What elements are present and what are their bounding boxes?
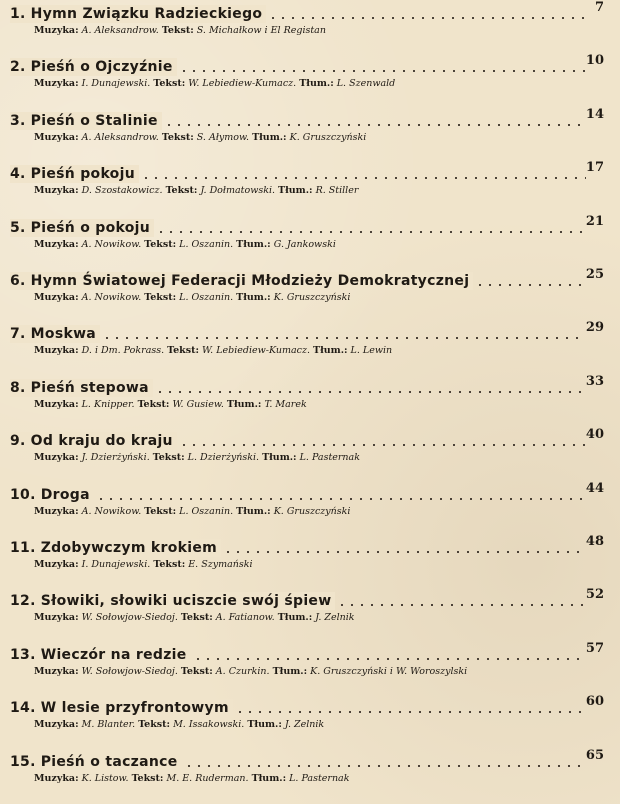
- song-credits: [34, 612, 355, 624]
- composer: K. Listow.: [81, 772, 129, 784]
- composer: D. i Dm. Pokrass.: [81, 345, 165, 357]
- composer: W. Sołowjow-Siedoj.: [81, 612, 178, 624]
- music-label: Muzyka:: [34, 772, 79, 784]
- translation-label: Tłum.:: [236, 505, 271, 517]
- song-credits: [34, 773, 349, 785]
- song-title-text: Słowiki, słowiki uciszcie swój śpiew: [40, 593, 332, 610]
- music-label: Muzyka:: [34, 452, 79, 464]
- song-title-text: Hymn Światowej Federacji Młodzieży Demokratycznej: [30, 273, 470, 289]
- music-label: Muzyka:: [34, 25, 79, 36]
- composer: A. Aleksandrow.: [81, 25, 159, 36]
- lyricist: W. Gusiew.: [172, 398, 224, 410]
- lyricist: S. Ałymow.: [196, 131, 250, 143]
- composer: A. Nowikow.: [81, 505, 142, 517]
- title-line: [10, 640, 610, 668]
- translator: L. Pasternak: [289, 772, 350, 784]
- translator: J. Zelnik: [315, 612, 355, 624]
- song-title-text: Od kraju do kraju: [30, 433, 173, 450]
- page-number: 17: [585, 160, 604, 176]
- translation-label: Tłum.:: [299, 78, 334, 90]
- lyricist: A. Czurkin.: [215, 665, 270, 677]
- music-label: Muzyka:: [34, 131, 79, 143]
- title-line: [10, 53, 610, 80]
- lyrics-label: Tekst:: [180, 612, 213, 624]
- dot-leader: [156, 231, 586, 233]
- music-label: Muzyka:: [34, 345, 79, 357]
- music-label: Muzyka:: [34, 78, 79, 90]
- song-title-text: Pieśń o Stalinie: [30, 112, 158, 129]
- page-number: 25: [585, 267, 604, 282]
- translator: G. Jankowski: [273, 238, 336, 250]
- music-label: Muzyka:: [34, 665, 79, 677]
- title-line: [10, 587, 610, 614]
- lyrics-label: Tekst:: [167, 345, 200, 357]
- page-number: 60: [585, 694, 604, 710]
- song-title-text: Pieśń stepowa: [30, 379, 149, 396]
- title-line: [10, 747, 610, 775]
- song-title-text: W lesie przyfrontowym: [40, 700, 229, 717]
- song-title-text: Pieśń o Ojczyźnie: [30, 59, 173, 76]
- song-credits: [34, 506, 350, 518]
- lyricist: A. Fatianow.: [215, 612, 275, 624]
- translation-label: Tłum.:: [272, 665, 308, 677]
- song-title: [10, 539, 221, 557]
- song-title: [10, 646, 191, 664]
- translation-label: Tłum.:: [226, 398, 262, 410]
- title-line: [10, 213, 610, 241]
- title-line: [10, 534, 610, 561]
- composer: I. Dunajewski.: [81, 559, 151, 570]
- entry-number: 13.: [10, 646, 36, 663]
- song-credits: [34, 185, 358, 197]
- song-title-text: Droga: [40, 486, 90, 503]
- dot-leader: [184, 765, 586, 767]
- entry-number: 8.: [10, 379, 26, 396]
- title-line: [10, 427, 610, 454]
- page-number: 21: [585, 213, 604, 229]
- translator: K. Gruszczyński i W. Woroszylski: [310, 665, 468, 677]
- title-line: [10, 0, 610, 27]
- music-label: Muzyka:: [34, 612, 79, 624]
- page-number: 7: [594, 0, 604, 15]
- dot-leader: [223, 551, 586, 553]
- translation-label: Tłum.:: [262, 452, 297, 464]
- translator: R. Stiller: [315, 185, 359, 197]
- song-title: [10, 5, 266, 23]
- entry-number: 4.: [10, 166, 26, 183]
- entry-number: 6.: [10, 273, 26, 289]
- song-title: [10, 112, 162, 130]
- music-label: Muzyka:: [34, 719, 79, 731]
- composer: W. Sołowjow-Siedoj.: [81, 665, 178, 677]
- translation-label: Tłum.:: [251, 772, 287, 784]
- lyrics-label: Tekst:: [153, 559, 186, 570]
- lyricist: J. Dołmatowski.: [200, 185, 276, 197]
- dot-leader: [268, 17, 586, 19]
- dot-leader: [235, 711, 586, 713]
- lyricist: L. Dzierżyński.: [187, 452, 260, 464]
- song-credits: [34, 719, 324, 731]
- composer: D. Szostakowicz.: [81, 185, 163, 197]
- translation-label: Tłum.:: [313, 345, 348, 357]
- page-number: 57: [585, 640, 604, 656]
- page-number: 33: [585, 373, 604, 389]
- translator: L. Szenwald: [336, 78, 396, 90]
- entry-number: 15.: [10, 753, 36, 770]
- song-title: [10, 592, 335, 610]
- translator: T. Marek: [264, 398, 307, 410]
- song-credits: [34, 239, 336, 251]
- lyrics-label: Tekst:: [131, 772, 164, 784]
- song-credits: [34, 452, 360, 464]
- dot-leader: [179, 70, 586, 72]
- entry-number: 3.: [10, 112, 26, 129]
- song-title-text: Pieśń o taczance: [40, 753, 178, 770]
- song-credits: [34, 666, 467, 678]
- lyricist: M. E. Ruderman.: [166, 772, 249, 784]
- dot-leader: [475, 284, 586, 286]
- music-label: Muzyka:: [34, 559, 79, 570]
- lyrics-label: Tekst:: [165, 185, 198, 197]
- composer: A. Nowikow.: [81, 238, 142, 250]
- title-line: [10, 694, 610, 721]
- entry-number: 2.: [10, 59, 26, 76]
- lyricist: W. Lebiediew-Kumacz.: [188, 78, 297, 90]
- lyrics-label: Tekst:: [137, 398, 170, 410]
- song-title-text: Pieśń pokoju: [30, 166, 135, 183]
- translation-label: Tłum.:: [252, 131, 287, 143]
- lyrics-label: Tekst:: [180, 665, 213, 677]
- translation-label: Tłum.:: [247, 719, 282, 731]
- song-title: [10, 325, 100, 343]
- page-number: 52: [585, 587, 604, 603]
- lyricist: L. Oszanin.: [179, 505, 234, 517]
- translator: L. Pasternak: [299, 452, 360, 464]
- composer: A. Aleksandrow.: [81, 131, 159, 143]
- composer: A. Nowikow.: [81, 292, 142, 303]
- entry-number: 12.: [10, 593, 36, 610]
- translation-label: Tłum.:: [236, 292, 271, 303]
- song-title: [10, 272, 473, 290]
- lyrics-label: Tekst:: [144, 238, 177, 250]
- title-line: [10, 373, 610, 401]
- page-number: 40: [585, 427, 604, 443]
- song-title-text: Wieczór na redzie: [40, 646, 187, 663]
- page-number: 65: [585, 747, 604, 763]
- dot-leader: [102, 337, 586, 339]
- translator: K. Gruszczyński: [273, 505, 351, 517]
- music-label: Muzyka:: [34, 185, 79, 197]
- page-number: 10: [585, 53, 604, 69]
- song-credits: [34, 292, 350, 304]
- entry-number: 5.: [10, 219, 26, 236]
- dot-leader: [337, 604, 586, 606]
- lyricist: S. Michałkow i El Registan: [196, 25, 326, 36]
- lyrics-label: Tekst:: [138, 719, 171, 731]
- entry-number: 1.: [10, 6, 26, 22]
- translation-label: Tłum.:: [278, 185, 313, 197]
- composer: J. Dzierżyński.: [81, 452, 150, 464]
- lyricist: E. Szymański: [188, 559, 253, 570]
- composer: I. Dunajewski.: [81, 78, 151, 90]
- song-credits: [34, 78, 395, 90]
- translator: K. Gruszczyński: [289, 131, 367, 143]
- entry-number: 9.: [10, 433, 26, 450]
- lyrics-label: Tekst:: [161, 25, 194, 36]
- music-label: Muzyka:: [34, 238, 79, 250]
- song-title: [10, 699, 233, 717]
- page-number: 14: [585, 106, 604, 122]
- music-label: Muzyka:: [34, 292, 79, 303]
- song-title: [10, 486, 94, 504]
- song-credits: [34, 559, 253, 571]
- music-label: Muzyka:: [34, 505, 79, 517]
- page-number: 29: [585, 320, 604, 336]
- lyrics-label: Tekst:: [153, 78, 186, 90]
- lyrics-label: Tekst:: [144, 292, 177, 303]
- dot-leader: [155, 391, 586, 393]
- song-title-text: Pieśń o pokoju: [30, 219, 151, 236]
- title-line: [10, 480, 610, 508]
- translator: L. Lewin: [350, 345, 393, 357]
- title-line: [10, 267, 610, 294]
- title-line: [10, 320, 610, 347]
- song-title: [10, 432, 177, 450]
- song-title: [10, 58, 177, 76]
- song-credits: [34, 132, 366, 144]
- lyricist: W. Lebiediew-Kumacz.: [202, 345, 310, 357]
- song-title-text: Moskwa: [30, 326, 97, 343]
- page-number: 44: [585, 480, 604, 496]
- translator: J. Zelnik: [284, 719, 325, 731]
- lyrics-label: Tekst:: [152, 452, 185, 464]
- lyricist: M. Issakowski.: [173, 719, 245, 731]
- entry-number: 10.: [10, 486, 36, 503]
- dot-leader: [141, 177, 586, 179]
- lyricist: L. Oszanin.: [179, 238, 234, 250]
- song-title: [10, 165, 139, 183]
- composer: L. Knipper.: [81, 398, 135, 410]
- dot-leader: [193, 658, 586, 660]
- dot-leader: [179, 444, 586, 446]
- translator: K. Gruszczyński: [273, 292, 351, 303]
- dot-leader: [96, 498, 586, 500]
- lyrics-label: Tekst:: [144, 505, 177, 517]
- lyricist: L. Oszanin.: [179, 292, 234, 303]
- lyrics-label: Tekst:: [161, 131, 194, 143]
- song-credits: [34, 345, 392, 357]
- song-title-text: Hymn Związku Radzieckiego: [30, 6, 263, 22]
- page-number: 48: [585, 534, 604, 549]
- entry-number: 7.: [10, 326, 26, 343]
- translation-label: Tłum.:: [236, 238, 271, 250]
- music-label: Muzyka:: [34, 398, 79, 410]
- dot-leader: [164, 124, 586, 126]
- entry-number: 14.: [10, 700, 36, 717]
- composer: M. Blanter.: [81, 719, 136, 731]
- title-line: [10, 160, 610, 187]
- song-title: [10, 219, 154, 237]
- song-title: [10, 379, 153, 397]
- song-credits: [34, 25, 326, 37]
- entry-number: 11.: [10, 540, 36, 556]
- song-title: [10, 753, 182, 771]
- song-credits: [34, 399, 307, 411]
- title-line: [10, 106, 610, 134]
- song-title-text: Zdobywczym krokiem: [40, 540, 218, 556]
- translation-label: Tłum.:: [277, 612, 313, 624]
